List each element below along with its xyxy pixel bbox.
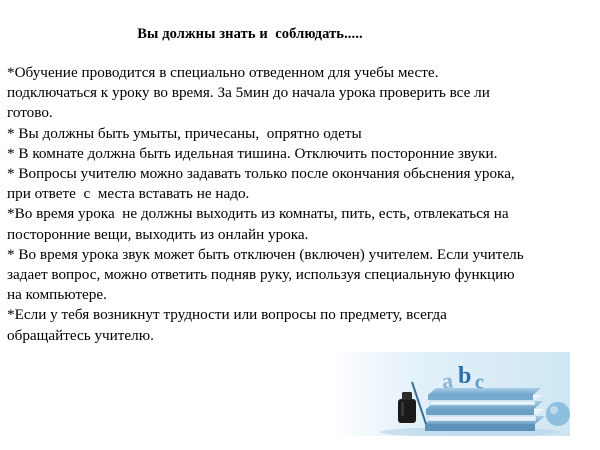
letter-b: b <box>458 363 472 389</box>
rules-line: * Вы должны быть умыты, причесаны, опрятно одеты <box>7 124 362 142</box>
rules-line: готово. <box>7 104 53 122</box>
slide-title: Вы должны знать и соблюдать..... <box>137 26 363 42</box>
rules-text <box>7 63 587 346</box>
rules-line: задает вопрос, можно ответить подняв руку, используя специальную функцию <box>7 266 515 284</box>
rules-line: подключаться к уроку во время. За 5мин до начала урока проверить все ли <box>7 84 490 102</box>
rules-line: посторонние вещи, выходить из онлайн урока. <box>7 225 309 243</box>
letter-a: a <box>440 367 455 394</box>
rules-line: * Во время урока звук может быть отключен (включен) учителем. Если учитель <box>7 245 524 263</box>
rules-line: на компьютере. <box>7 286 107 304</box>
rules-line: обращайтесь учителю. <box>7 326 154 344</box>
rules-line: *Обучение проводится в специально отведенном для учебы месте. <box>7 64 439 81</box>
rules-line: *Во время урока не должны выходить из комнаты, пить, есть, отвлекаться на <box>7 205 509 223</box>
rules-line: при ответе с места вставать не надо. <box>7 185 250 203</box>
rules-line: *Если у тебя возникнут трудности или вопросы по предмету, всегда <box>7 306 447 324</box>
rules-line: * Вопросы учителю можно задавать только после окончания обьснения урока, <box>7 165 515 183</box>
rules-line: * В комнате должна быть идельная тишина. Отключить посторонние звуки. <box>7 144 498 162</box>
letter-c: c <box>473 370 486 394</box>
books-illustration <box>330 352 570 436</box>
apple <box>546 402 570 426</box>
book-stack <box>425 388 545 431</box>
